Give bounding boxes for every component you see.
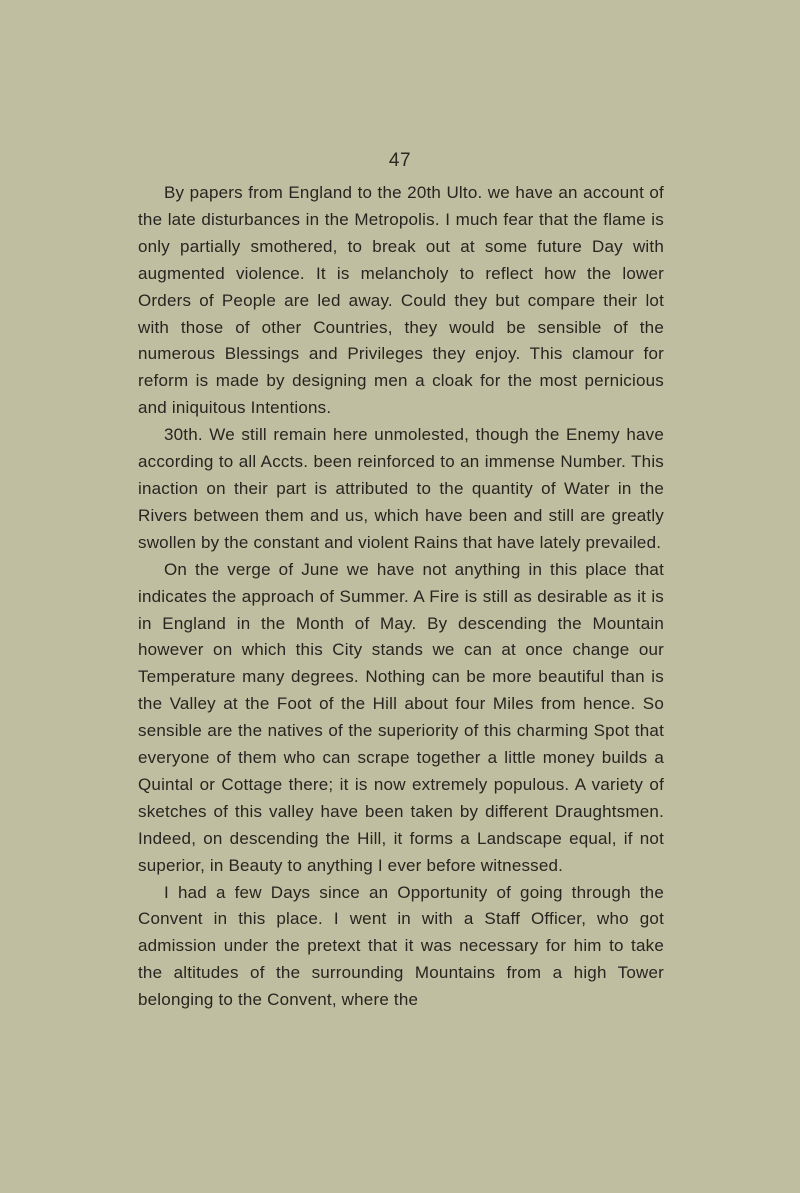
paragraph: By papers from England to the 20th Ulto. we have an account of the late disturbances in the Metropolis. I much fear that the flame is only partially smothered, to break out at some future Day with augmented violence. It is melancholy to reflect how the lower Orders of People are led away. Could they but compare their lot with those of other Countries, they would be sensible of the numerous Blessings and Privileges they enjoy. This clamour for reform is made by designing men a cloak for the most pernicious and iniquitous Intentions. bbox=[138, 183, 664, 418]
page-number: 47 bbox=[388, 150, 412, 171]
body-text bbox=[138, 180, 664, 1014]
paragraph: 30th. We still remain here unmolested, though the Enemy have according to all Accts. been reinforced to an immense Number. This inaction on their part is attributed to the quantity of Water in the Rivers between them and us, which have been and still are greatly swollen by the constant and violent Rains that have lately prevailed. bbox=[138, 425, 664, 552]
paragraph: I had a few Days since an Opportunity of going through the Convent in this place. I went in with a Staff Officer, who got admission under the pretext that it was necessary for him to take the altitudes of the surrounding Mountains from a high Tower belonging to the Convent, where the bbox=[138, 882, 664, 1010]
paragraph: On the verge of June we have not anything in this place that indicates the approach of Summer. A Fire is still as desirable as it is in England in the Month of May. By descending the Mountain however on which this City stands we can at once change our Temperature many degrees. Nothing can be more beautiful than is the Valley at the Foot of the Hill about four Miles from hence. So sensible are the natives of the superiority of this charming Spot that everyone of them who can scrape together a little money builds a Quintal or Cottage there; it is now extremely populous. A variety of sketches of this valley have been taken by different Draughtsmen. Indeed, on descending the Hill, it forms a Landscape equal, if not superior, in Beauty to anything I ever before witnessed. bbox=[138, 559, 664, 875]
